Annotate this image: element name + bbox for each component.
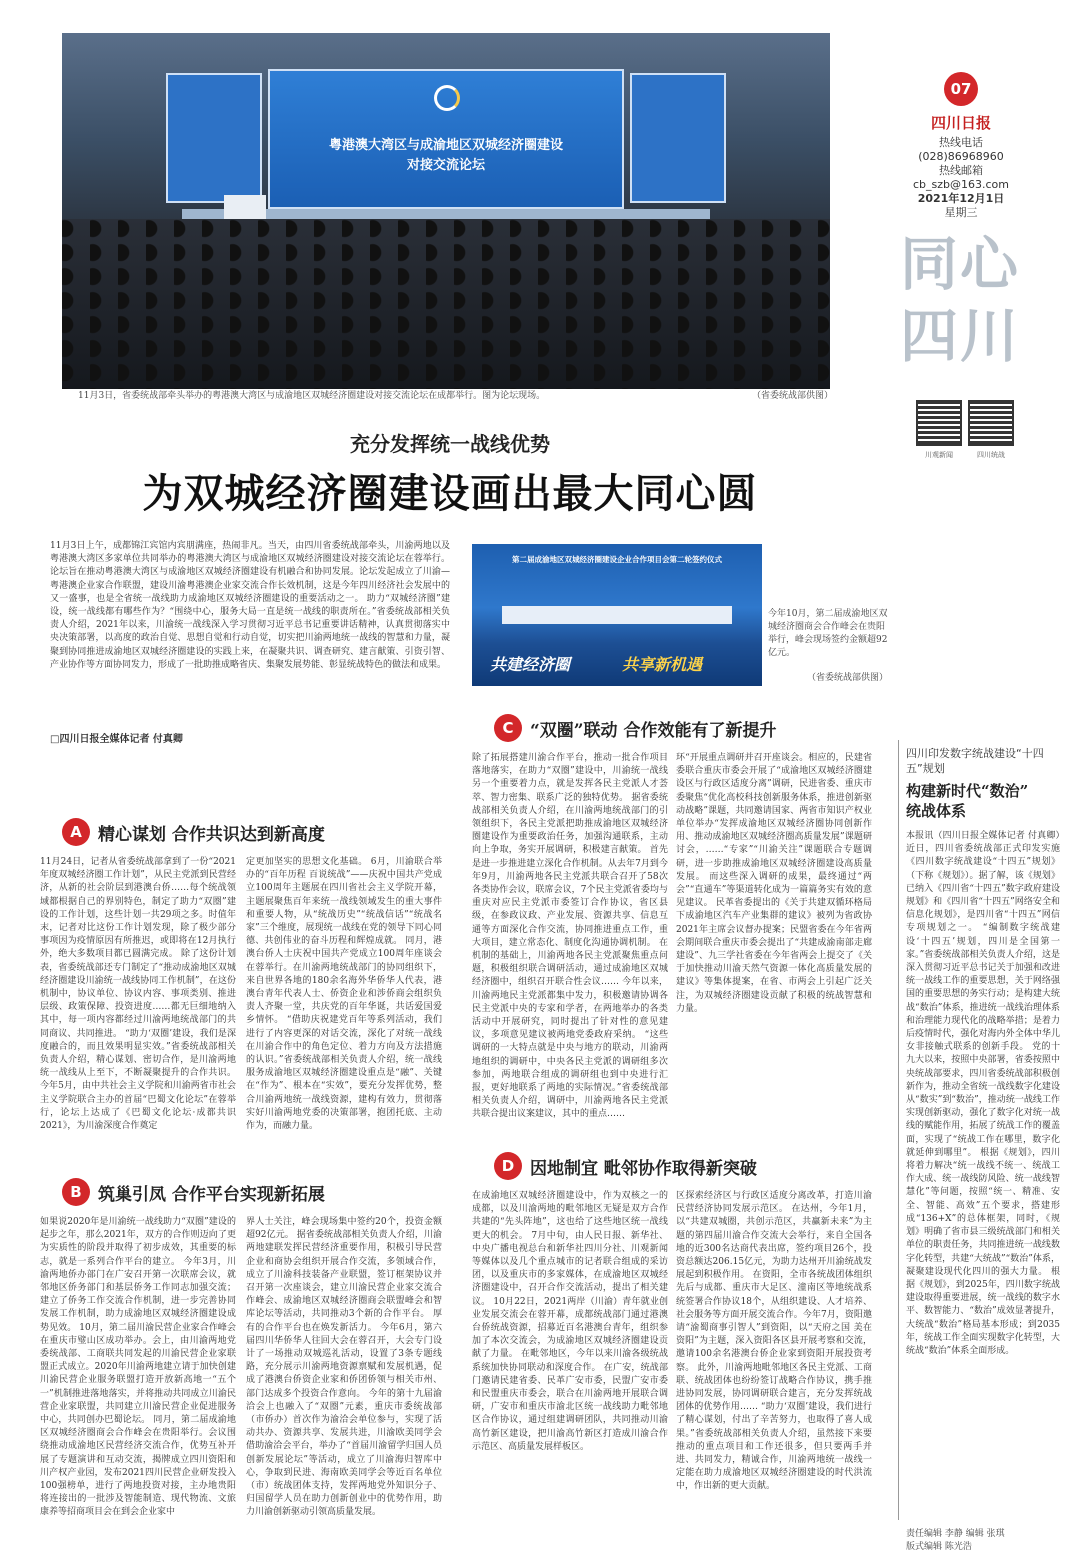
side-screen-right	[630, 73, 726, 203]
right-article-text: 本报讯（四川日报全媒体记者 付真卿）近日，四川省委统战部正式印发实施《四川数字统战建设“十四五”规划》（下称《规划》）。据了解，该《规划》已纳入《四川省“十四五”数字政府建设规划》和《四川省“十四五”网络安全和信息化规划》，是四川省“十四五”网信专项规划之一。 “编制数字统战建设‘十四五’规划，四川是全国第一家。”省委统战部相关负责人介绍，这是深入贯彻习近平总书记关于加强和改进统一战线工作的重要思想，关于网络强国的重要思想的务实行动；是构建大统战“数治”体系，推进统一战线治理体系和治理能力现代化的战略举措；是着力后疫情时代，强化对海内外全体中华儿女非接触式联系的创新手段。 党的十九大以来，按照中央部署，省委按照中央统战部要求，四川省委统战部积极创新作为，推动全省统一战线数字化建设从“数实”到“数治”，推动统一战线工作实现创新驱动，强化了数字化对统一战线的赋能作用，拓展了统战工作的覆盖面，实现了“统战工作在哪里，数字化就延伸到哪里”。 根据《规划》，四川将着力解决“统一战线不统一、统战工作大成、统一战线防风险、统一战线智慧化”等问题，按照“统一、精准、安全、智能、高效”五个要求，搭建形成“136+X”的总体框架，同时，《规划》明确了省市县三级统战部门和相关单位的职责任务，共同推进统一战线数字化转型，共建“大统战”“数治”体系，凝聚建设现代化四川的强大力量。 根据《规划》，到2025年，四川数字统战建设取得重要进展，统一战线的数字水平、数智能力、“数治”成效显著提升，大统战“数治”格局基本形成；到2035年，统战工作全面实现数字化转型，大统战“数治”体系全面形成。	[906, 831, 1060, 1356]
section-c-heading	[494, 714, 776, 742]
editor-label-2: 编辑	[965, 1529, 984, 1539]
signing-table	[502, 606, 732, 624]
section-name-line-1: 同心	[900, 230, 1021, 298]
section-b-text-col-2: 界人士关注，峰会现场集中签约20个，投资金额超92亿元。 据省委统战部相关负责人介绍，川渝两地建联发挥民营经济重要作用，积极引导民营企业和商协会组织开展合作交流，多领域合作，成立了川渝科技装备产业联盟，签订框架协议并召开第一次座谈会，建立川渝民营企业家交流合作峰会、成渝地区双城经济圈商会联盟峰会和智库论坛等活动，共同推动3个新的合作平台。 厚有的合作平台也在焕发新活力。 今年6月，第六届四川华侨华人往回大会在蓉召开，大会专门设计了一场推动双城巡礼活动，设置了3条专题线路，充分展示川渝两地资源禀赋和发展机遇，促成了港澳台侨资企业家和侨团侨领与相关市州、部门达成多个投资合作意向。 今年的第十九届渝洽会上也融入了“双圈”元素，重庆市委统战部（市侨办）首次作为渝洽会单位参与，实现了活动共办、资源共享、发展共进，川渝欧美同学会借助渝洽会平台，举办了“首届川渝留学归国人员创新发展论坛”等活动，成立了川渝海归智库中心，争取到民进、海南欧美同学会等近百名单位（市）统战团体支持，发挥两地党外知识分子、归国留学人员在助力创新创业中的优势作用，助力川渝创新驱动引领高质量发展。	[246, 1217, 442, 1518]
byline: □四川日报全媒体记者 付真卿	[50, 734, 183, 745]
right-article-kicker: 四川印发数字统战建设“十四五”规划	[906, 747, 1044, 775]
screen-title-line-1: 粤港澳大湾区与成渝地区双城经济圈建设	[328, 138, 563, 153]
page-number: 07	[944, 72, 978, 106]
top-photo	[62, 33, 830, 389]
section-a-text-col-1: 11月24日，记者从省委统战部拿到了一份“2021年度双城经济圈工作计划”，从民主党派到民营经济，从新的社会阶层到港澳台侨……每个统战领域都根据自己的界别特色，制定了助力“双圈”建设的工作计划，这些计划一共29项之多。时值年末，记者对比这份工作计划发现，除了极少部分事项因为疫情原因有所推迟，或即将在12月执行外，绝大多数项目都已圆满完成。 除了这份计划表，省委统战部还专门制定了“推动成渝地区双城经济圈建设川渝统一战线协同工作机制”，在这份机制中，协议单位、协议内容、事项类别、推进层级、政策保障、投资进度……都无巨细地纳入其中，每一项内容都经过川渝两地统战部门的共同商议、共同推进。 “助力‘双圈’建设，我们是深度融合的，而且效果明显实效。”省委统战部相关负责人介绍，精心谋划、密切合作，是川渝两地统一战线从上至下，不断凝聚提升的合作共识。 今年5月，由中共社会主义学院和川渝两省市社会主义学院联合主办的首届“巴蜀文化论坛”在蓉举行，论坛上达成了《巴蜀文化论坛·成都共识2021》，为川渝深度合作奠定	[40, 857, 236, 1132]
editor-1: 李静	[944, 1529, 963, 1539]
hotline: (028)86968960	[918, 150, 1004, 163]
hotline-label: 热线电话	[939, 136, 983, 149]
masthead: 四川日报	[930, 114, 991, 132]
signing-caption: 今年10月，第二届成渝地区双城经济圈商会合作峰会在贵阳举行，峰会现场签约金额超92亿元。	[768, 609, 888, 658]
article-lead: 11月3日上午，成都锦江宾馆内宾朋满座，热闹非凡。当天，由四川省委统战部牵头，川渝两地以及粤港澳大湾区多家单位共同举办的粤港澳大湾区与成渝地区双城经济圈建设对接交流论坛在蓉举行。论坛旨在推动粤港澳大湾区与成渝地区双城经济圈建设有机融合和协同发展。论坛发起成立了川渝—粤港澳企业家合作联盟，建设川渝粤港澳企业家交流合作长效机制，这是今年四川经济社会发展中的又一盛事，也是全省统一战线助力成渝地区双城经济圈建设的重要活动之一。 助力“双城经济圈”建设，统一战线都有哪些作为？“围绕中心，服务大局一直是统一战线的职责所在。”省委统战部相关负责人介绍，2021年以来，川渝统一战线深入学习贯彻习近平总书记重要讲话精神，认真贯彻落实中央决策部署，以高度的政治自觉、思想自觉和行动自觉，切实把川渝两地统一战线的智慧和力量，凝聚到协同推进成渝地区双城经济圈建设的实践上来，在凝聚共识、调查研究、建言献策、引资引智、产业协作等方面协同发力，形成了一批助推成略省庆、集聚发展势能、彰显统战特色的做法和成果。	[50, 541, 450, 670]
top-photo-caption: 11月3日，省委统战部牵头举办的粤港澳大湾区与成渝地区双城经济圈建设对接交流论坛在成都举行。图为论坛现场。	[78, 391, 546, 401]
section-a-title: 精心谋划 合作共识达到新高度	[98, 824, 325, 845]
right-article-title-2: 统战体系	[906, 802, 967, 820]
editor-label-3: 版式编辑	[906, 1542, 943, 1552]
email-label: 热线邮箱	[939, 164, 983, 177]
signing-slogan-right: 共享新机遇	[622, 655, 703, 674]
section-b-text-col-1: 如果说2020年是川渝统一战线助力“双圈”建设的起步之年，那么2021年，双方的合作则迈向了更为实质性的阶段并取得了初步成效，其重要的标志，就是一系列合作平台的建立。 今年3月，川渝两地侨办部门在广安召开第一次联席会议，就邻地区侨务部门和基层侨务工作同志加强交流；建立了侨务工作交流合作机制，进一步完善协同发展工作机制，助力成渝地区双城经济圈建设成势见效。 10月，第二届川渝民营企业家合作峰会在重庆市璧山区成功举办。会上，由川渝两地党委统战部、工商联共同发起的川渝民营企业家联盟正式成立。2020年川渝两地建立请于加快创建川渝民营企业服务联盟打造开放新高地一“五个一”机制推进落地落实，并将推动共同成立川渝民营企业家联盟，共同建立川渝民营企业促进服务中心，共同创办巴蜀论坛。 同月，第二届成渝地区双城经济圈商会合作峰会在贵阳举行。会议围绕推动成渝地区民营经济交流合作，优势互补开展了专题演讲和互动交流，揭牌成立四川资阳和川产权产业园，发布2021四川民营企业研发投入100强榜单，进行了两地投资对接，主办地贵阳将连接出的一批涉及智能制造、现代物流、文旅康养等招商项目会在到会企业家中	[40, 1217, 236, 1518]
right-column-divider	[898, 740, 899, 1520]
qr-label-2: 四川统战	[977, 451, 1005, 459]
signing-photo	[472, 544, 762, 686]
email: cb_szb@163.com	[912, 178, 1009, 191]
editor-label-1: 责任编辑	[906, 1529, 943, 1539]
right-article-title-1: 构建新时代“数治”	[906, 782, 1029, 800]
section-name-line-2: 四川	[900, 302, 1021, 370]
editor-3: 陈光浩	[944, 1542, 972, 1552]
signing-banner: 第二届成渝地区双城经济圈建设企业合作项目会第二轮签约仪式	[512, 555, 722, 564]
section-c-badge: C	[494, 714, 522, 742]
side-screen-left	[166, 73, 262, 203]
section-d-badge: D	[494, 1152, 522, 1180]
section-a-text-col-2: 定更加坚实的思想文化基础。 6月，川渝联合举办的“百年历程 百说统战”——庆祝中国共产党成立100周年主题展在四川省社会主义学院开幕，主题展聚焦百年来统一战线领域发生的重大事件和重要人物，从“统战历史”“统战信话”“统战名家”三个维度，展现统一战线在党的领导下同心同德、共创伟业的奋斗历程和辉煌成就。 同月，港澳台侨人士庆祝中国共产党成立100周年座谈会在蓉举行。在川渝两地统战部门的协同组织下，来自世界各地的180余名海外华侨华人代表，港澳台青年代表人士、侨资企业和涉侨商会组织负责人齐聚一堂，共庆党的百年华诞，共话爱国爱乡情怀。 “借助庆祝建党百年等系列活动，我们进行了内容更深的对话交流，深化了对统一战线在川渝合作中的角色定位、着力方向及方法措施的认识。”省委统战部相关负责人介绍，统一战线服务成渝地区双城经济圈建设重点是“融”、关键在“作为”、根本在“实效”，要充分发挥优势，整合川渝两地统一战线资源，建构有效力，贯彻落实好川渝两地党委的决策部署，抱团托底、主动作为，而融力量。	[246, 857, 442, 1132]
section-c-text-col-1: 除了拓展搭建川渝合作平台，推动一批合作项目落地落实，在助力“双圈”建设中，川渝统一战线另一个重要着力点，就是发挥各民主党派人才荟萃、智力密集、联系广泛的独特优势。 据省委统战部相关负责人介绍，在川渝两地统战部门的引领组织下，各民主党派把助推成渝地区双城经济圈建设作为重要政治任务，加强沟通联系，主动向上争取，务实开展调研，积极建言献策。 首先是进一步推进建立深化合作机制。从去年7月到今年9月，川渝两地各民主党派共联合召开了58次各类协作会议，联席会议，7个民主党派省委均与重庆对应民主党派市委签订合作协议，省区县级，在参政议政、产业发展、资源共享、信息互通等方面深化合作交流，协同推进重点工作，重大项目，建立常态化、制度化沟通协调机制。 在机制的基础上，川渝两地各民主党派聚焦重点问题，积极组织联合调研活动，通过成渝地区双城经济圈中，组织召开联合性会议…… 今年以来，川渝两地民主党派都集中发力，积极邀请协调各民主党派中央的专家和学者，在两地举办的各类活动中开展研究，同时提出了针对性的意见建议，多项意见建议被两地党委政府采纳。 “这些调研的一大特点就是中央与地方的联动，川渝两地组织的调研中，中央各民主党派的调研组多次参加，两地联合组成的调研组也到中央进行汇报，更好地联系了两地的实际情况。”省委统战部相关负责人介绍，调研中，川渝两地各民主党派共联合提出议案建议，其中的重点……	[472, 753, 668, 1120]
qr-code-icon	[968, 400, 1014, 446]
qr-code-icon	[916, 400, 962, 446]
qr-label-1: 川观新闻	[925, 451, 953, 459]
section-b-title: 筑巢引凤 合作平台实现新拓展	[98, 1184, 325, 1205]
section-b-heading	[62, 1178, 325, 1206]
section-c-title: “双圈”联动 合作效能有了新提升	[530, 720, 777, 741]
section-d-text-col-1: 在成渝地区双城经济圈建设中，作为双核之一的成都，以及川渝两地的毗邻地区无疑是双方合作共建的“先头阵地”，这也给了这些地区统一战线更大的机会。 7月中旬，由人民日报、新华社、中央广播电视总台和新华社四川分社、川观新闻等媒体以及几个重点城市的记者联合组成的采访团，以及重庆市的多家媒体，在成渝地区双城经济圈建设中，召开合作交流活动，提出了相关建议。 10月22日，2021两岸（川渝）青年就业创业发展交流会在蓉开幕，成都统战部门通过港澳台侨统战资源，招募近百名港澳台青年，组织参加了本次交流会，为成渝地区双城经济圈建设贡献了力量。 在毗邻地区，今年以来川渝各级统战系统加快协同联动和深度合作。 在广安，统战部门邀请民建省委、民革广安市委，民盟广安市委和民盟重庆市委会，联合在川渝两地开展联合调研，广安市和重庆市渝北区统一战线助力毗邻地区合作协议，通过组建调研团队，共同推动川渝高竹新区建设，把川渝高竹新区打造成川渝合作示范区、高质量发展样板区。	[472, 1191, 668, 1452]
section-a-heading	[62, 818, 325, 846]
section-b-badge: B	[62, 1178, 90, 1206]
article-kicker: 充分发挥统一战线优势	[350, 432, 550, 456]
screen-title-line-2: 对接交流论坛	[406, 158, 485, 173]
section-a-badge: A	[62, 818, 90, 846]
editor-credits	[906, 1528, 1072, 1554]
section-d-heading	[494, 1152, 757, 1180]
signing-slogan-left: 共建经济圈	[490, 655, 571, 674]
top-photo-credit: （省委统战部供图）	[752, 391, 834, 401]
section-c-text-col-2: 环“开展重点调研并召开座谈会。相应的，民建省委联合重庆市委会开展了“成渝地区双城经济圈建设区与行政区适度分离”调研，民进省委、重庆市委聚焦“优化高校科技创新服务体系，推进创新驱动战略”课题，共同邀请国家、两省市知识产权业单位举办“发挥成渝地区双城经济圈协同创新作用、推动成渝地区双城经济圈高质量发展”课题研讨会，……“专家”“川渝关注”课题联合专题调研，进一步助推成渝地区双城经济圈建设高质量发展。 而这些深入调研的成果，最终通过“两会”“直通车”等渠道转化成为一篇篇务实有效的意见建议。 民革省委提出的《关于共建双循环格局下成渝地区汽车产业集群的建议》被列为省政协2021年主席会议督办提案；民盟省委在今年省两会期间联合重庆市委会提出了“共建成渝南部走廊建设”、九三学社省委在今年省两会上提交了《关于加快推动川渝天然气资源一体化高质量发展的建议》等集体提案，在省、市两会上引起广泛关注，为双城经济圈建设贡献了积极的统战智慧和力量。	[676, 753, 872, 1014]
weekday: 星期三	[944, 206, 978, 219]
audience	[62, 219, 830, 389]
section-d-title: 因地制宜 毗邻协作取得新突破	[530, 1158, 757, 1179]
signing-credit: （省委统战部供图）	[806, 673, 888, 683]
forum-logo-icon	[434, 85, 460, 111]
issue-date: 2021年12月1日	[917, 192, 1005, 205]
article-headline: 为双城经济圈建设画出最大同心圆	[142, 470, 758, 517]
stage-screen	[268, 69, 624, 209]
editor-2: 张琪	[986, 1529, 1005, 1539]
section-d-text-col-2: 区探索经济区与行政区适度分离改革，打造川渝民营经济协同发展示范区。 在达州，今年1月，以“共建双城圈，共创示范区，共赢新未来”为主题的第四届川渝合作交流大会举行，来自全国各地的近300名达商代表出席，签约项目26个，投资总额达206.15亿元，为助力达州开川渝统战发展起到积极作用。 在资阳，全市各统战团体组织先后与成都、重庆市大足区、潼南区等地统战系统签署合作协议18个，从组织建设、人才培养、社会服务等方面开展交流合作。今年7月，资阳邀请“渝蜀商事引智人”到资阳，以“天府之国 美在资阳”为主题，深入资阳各区县开展考察和交流，邀请100余名港澳台侨企业家到资阳开展投资考察。 此外，川渝两地毗邻地区各民主党派、工商联、统战团体也纷纷签订战略合作协议，携手推进协同发展，协同调研联合建言，充分发挥统战团体的优势作用…… “助力‘双圈’建设，我们进行了精心谋划，付出了辛苦努力，也取得了喜人成果。”省委统战部相关负责人介绍，虽然接下来要推动的重点项目和工作还很多，但只要两手并进、共同发力，精诚合作，川渝两地统一战线一定能在助力成渝地区双城经济圈建设的时代洪流中，作出新的更大贡献。	[676, 1191, 872, 1492]
